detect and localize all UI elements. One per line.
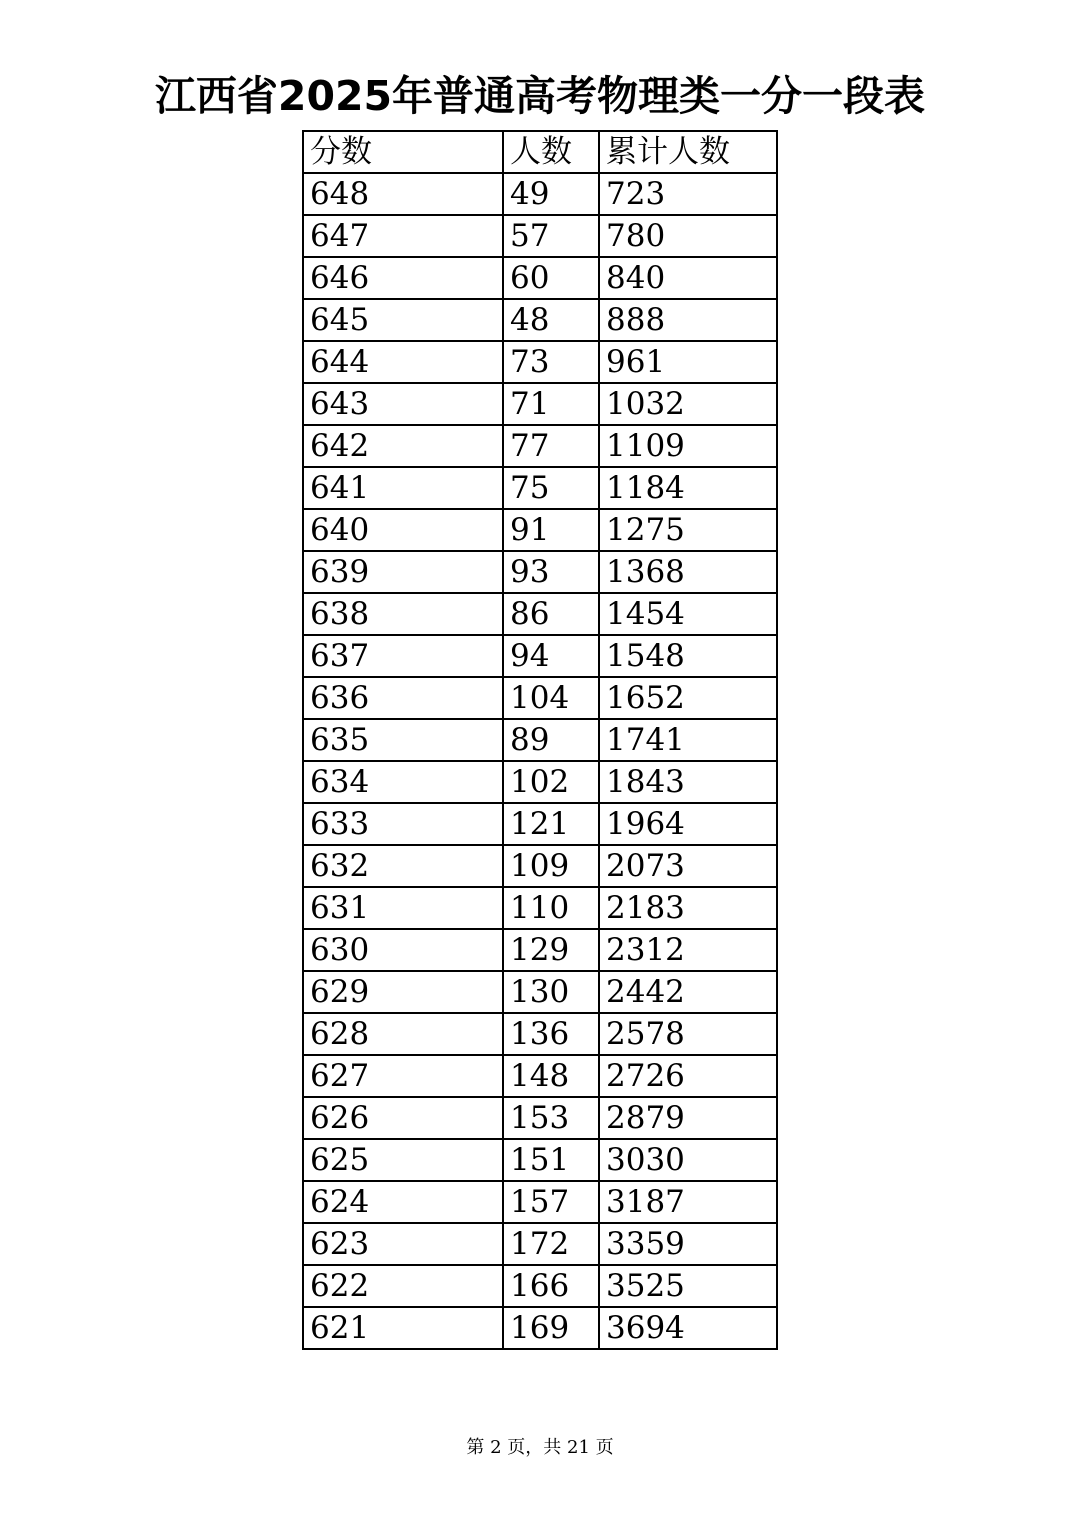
cumulative-cell: 888 (599, 299, 777, 341)
score-cell: 634 (303, 761, 503, 803)
score-cell: 641 (303, 467, 503, 509)
count-cell: 93 (503, 551, 599, 593)
count-cell: 49 (503, 173, 599, 215)
cumulative-cell: 3030 (599, 1139, 777, 1181)
score-cell: 646 (303, 257, 503, 299)
count-cell: 166 (503, 1265, 599, 1307)
table-row (303, 1265, 777, 1307)
count-cell: 130 (503, 971, 599, 1013)
cumulative-cell: 2578 (599, 1013, 777, 1055)
table-row (303, 845, 777, 887)
count-cell: 153 (503, 1097, 599, 1139)
cumulative-cell: 961 (599, 341, 777, 383)
table-row (303, 1013, 777, 1055)
cumulative-cell: 840 (599, 257, 777, 299)
cumulative-cell: 1454 (599, 593, 777, 635)
table-row (303, 383, 777, 425)
table-row (303, 299, 777, 341)
table-row (303, 803, 777, 845)
score-cell: 647 (303, 215, 503, 257)
score-cell: 623 (303, 1223, 503, 1265)
count-cell: 110 (503, 887, 599, 929)
cumulative-cell: 1184 (599, 467, 777, 509)
count-cell: 104 (503, 677, 599, 719)
score-cell: 648 (303, 173, 503, 215)
cumulative-cell: 2183 (599, 887, 777, 929)
score-cell: 639 (303, 551, 503, 593)
count-cell: 109 (503, 845, 599, 887)
count-cell: 102 (503, 761, 599, 803)
cumulative-cell: 3187 (599, 1181, 777, 1223)
score-cell: 630 (303, 929, 503, 971)
table-row (303, 929, 777, 971)
cumulative-cell: 1652 (599, 677, 777, 719)
count-cell: 136 (503, 1013, 599, 1055)
table-row (303, 719, 777, 761)
table-body (303, 173, 777, 1349)
table-row (303, 551, 777, 593)
table-row (303, 971, 777, 1013)
score-cell: 642 (303, 425, 503, 467)
score-cell: 632 (303, 845, 503, 887)
score-cell: 629 (303, 971, 503, 1013)
score-cell: 627 (303, 1055, 503, 1097)
page-title: 江西省2025年普通高考物理类一分一段表 (154, 72, 926, 120)
score-cell: 626 (303, 1097, 503, 1139)
cumulative-cell: 3694 (599, 1307, 777, 1349)
cumulative-cell: 2312 (599, 929, 777, 971)
table-row (303, 593, 777, 635)
cumulative-cell: 3525 (599, 1265, 777, 1307)
score-cell: 635 (303, 719, 503, 761)
table-row (303, 677, 777, 719)
count-cell: 71 (503, 383, 599, 425)
cumulative-cell: 723 (599, 173, 777, 215)
score-cell: 631 (303, 887, 503, 929)
count-cell: 129 (503, 929, 599, 971)
table-row (303, 1223, 777, 1265)
count-cell: 169 (503, 1307, 599, 1349)
count-cell: 86 (503, 593, 599, 635)
count-cell: 121 (503, 803, 599, 845)
header-count: 人数 (503, 131, 599, 173)
count-cell: 60 (503, 257, 599, 299)
score-cell: 636 (303, 677, 503, 719)
table-row (303, 887, 777, 929)
score-cell: 643 (303, 383, 503, 425)
cumulative-cell: 2442 (599, 971, 777, 1013)
count-cell: 57 (503, 215, 599, 257)
score-cell: 625 (303, 1139, 503, 1181)
count-cell: 73 (503, 341, 599, 383)
cumulative-cell: 3359 (599, 1223, 777, 1265)
cumulative-cell: 1843 (599, 761, 777, 803)
table-row (303, 1139, 777, 1181)
count-cell: 148 (503, 1055, 599, 1097)
table-row (303, 173, 777, 215)
score-cell: 622 (303, 1265, 503, 1307)
score-cell: 621 (303, 1307, 503, 1349)
cumulative-cell: 1964 (599, 803, 777, 845)
score-cell: 637 (303, 635, 503, 677)
count-cell: 94 (503, 635, 599, 677)
cumulative-cell: 1548 (599, 635, 777, 677)
table-row (303, 1181, 777, 1223)
cumulative-cell: 1032 (599, 383, 777, 425)
table-row (303, 761, 777, 803)
table-header-row (303, 131, 777, 173)
count-cell: 89 (503, 719, 599, 761)
score-cell: 638 (303, 593, 503, 635)
score-cell: 633 (303, 803, 503, 845)
score-cell: 644 (303, 341, 503, 383)
table-row (303, 467, 777, 509)
table-row (303, 509, 777, 551)
score-cell: 645 (303, 299, 503, 341)
table-row (303, 1307, 777, 1349)
cumulative-cell: 1741 (599, 719, 777, 761)
page-number: 第 2 页，共 21 页 (466, 1437, 614, 1458)
table-row (303, 425, 777, 467)
score-cell: 628 (303, 1013, 503, 1055)
cumulative-cell: 2726 (599, 1055, 777, 1097)
table-row (303, 341, 777, 383)
score-cell: 640 (303, 509, 503, 551)
cumulative-cell: 1109 (599, 425, 777, 467)
header-score: 分数 (303, 131, 503, 173)
cumulative-cell: 2879 (599, 1097, 777, 1139)
cumulative-cell: 780 (599, 215, 777, 257)
score-cell: 624 (303, 1181, 503, 1223)
header-cumulative: 累计人数 (599, 131, 777, 173)
count-cell: 91 (503, 509, 599, 551)
count-cell: 75 (503, 467, 599, 509)
count-cell: 77 (503, 425, 599, 467)
count-cell: 157 (503, 1181, 599, 1223)
count-cell: 151 (503, 1139, 599, 1181)
cumulative-cell: 1275 (599, 509, 777, 551)
count-cell: 172 (503, 1223, 599, 1265)
count-cell: 48 (503, 299, 599, 341)
cumulative-cell: 1368 (599, 551, 777, 593)
table-row (303, 1055, 777, 1097)
score-distribution-table (302, 130, 778, 1350)
cumulative-cell: 2073 (599, 845, 777, 887)
table-row (303, 257, 777, 299)
table-row (303, 215, 777, 257)
table-row (303, 635, 777, 677)
table-row (303, 1097, 777, 1139)
